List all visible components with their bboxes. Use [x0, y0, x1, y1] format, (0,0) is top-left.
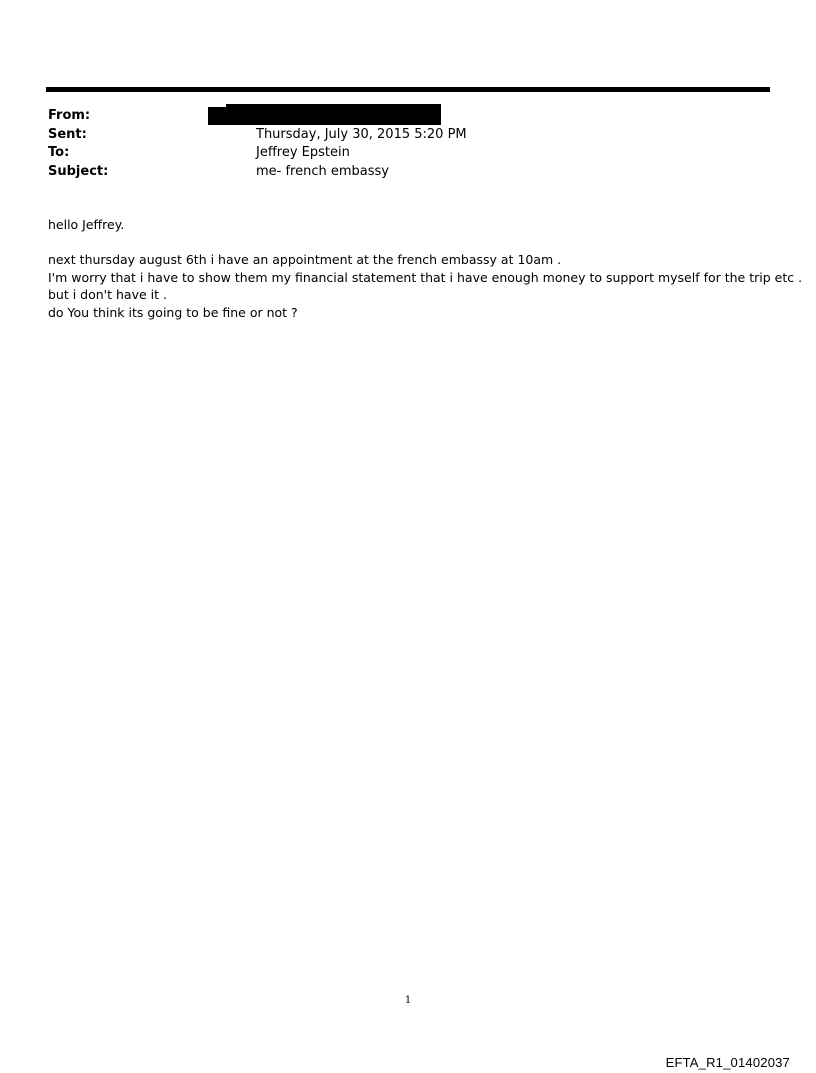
to-row [48, 144, 768, 163]
redaction-notch [208, 104, 226, 107]
header-divider [46, 87, 770, 92]
email-body [48, 216, 803, 321]
redaction-block [208, 104, 441, 125]
subject-row [48, 163, 768, 182]
body-line-2: I'm worry that i have to show them my financial statement that i have enough money to support myself for the trip etc . [48, 269, 803, 285]
to-value: Jeffrey Epstein [256, 145, 350, 160]
body-line-1: next thursday august 6th i have an appointment at the french embassy at 10am . [48, 252, 562, 267]
body-line-3: but i don't have it . [48, 287, 167, 302]
greeting-line: hello Jeffrey. [48, 217, 125, 232]
sent-label: Sent: [48, 126, 87, 142]
to-label: To: [48, 145, 70, 160]
from-label: From: [48, 108, 91, 123]
subject-value: me- french embassy [256, 163, 389, 179]
body-line-4: do You think its going to be fine or not ? [48, 304, 298, 320]
sent-row [48, 126, 768, 145]
page-number: 1 [404, 995, 412, 1006]
document-id: EFTA_R1_01402037 [665, 1055, 790, 1070]
sent-value: Thursday, July 30, 2015 5:20 PM [256, 126, 467, 142]
subject-label: Subject: [48, 163, 109, 179]
